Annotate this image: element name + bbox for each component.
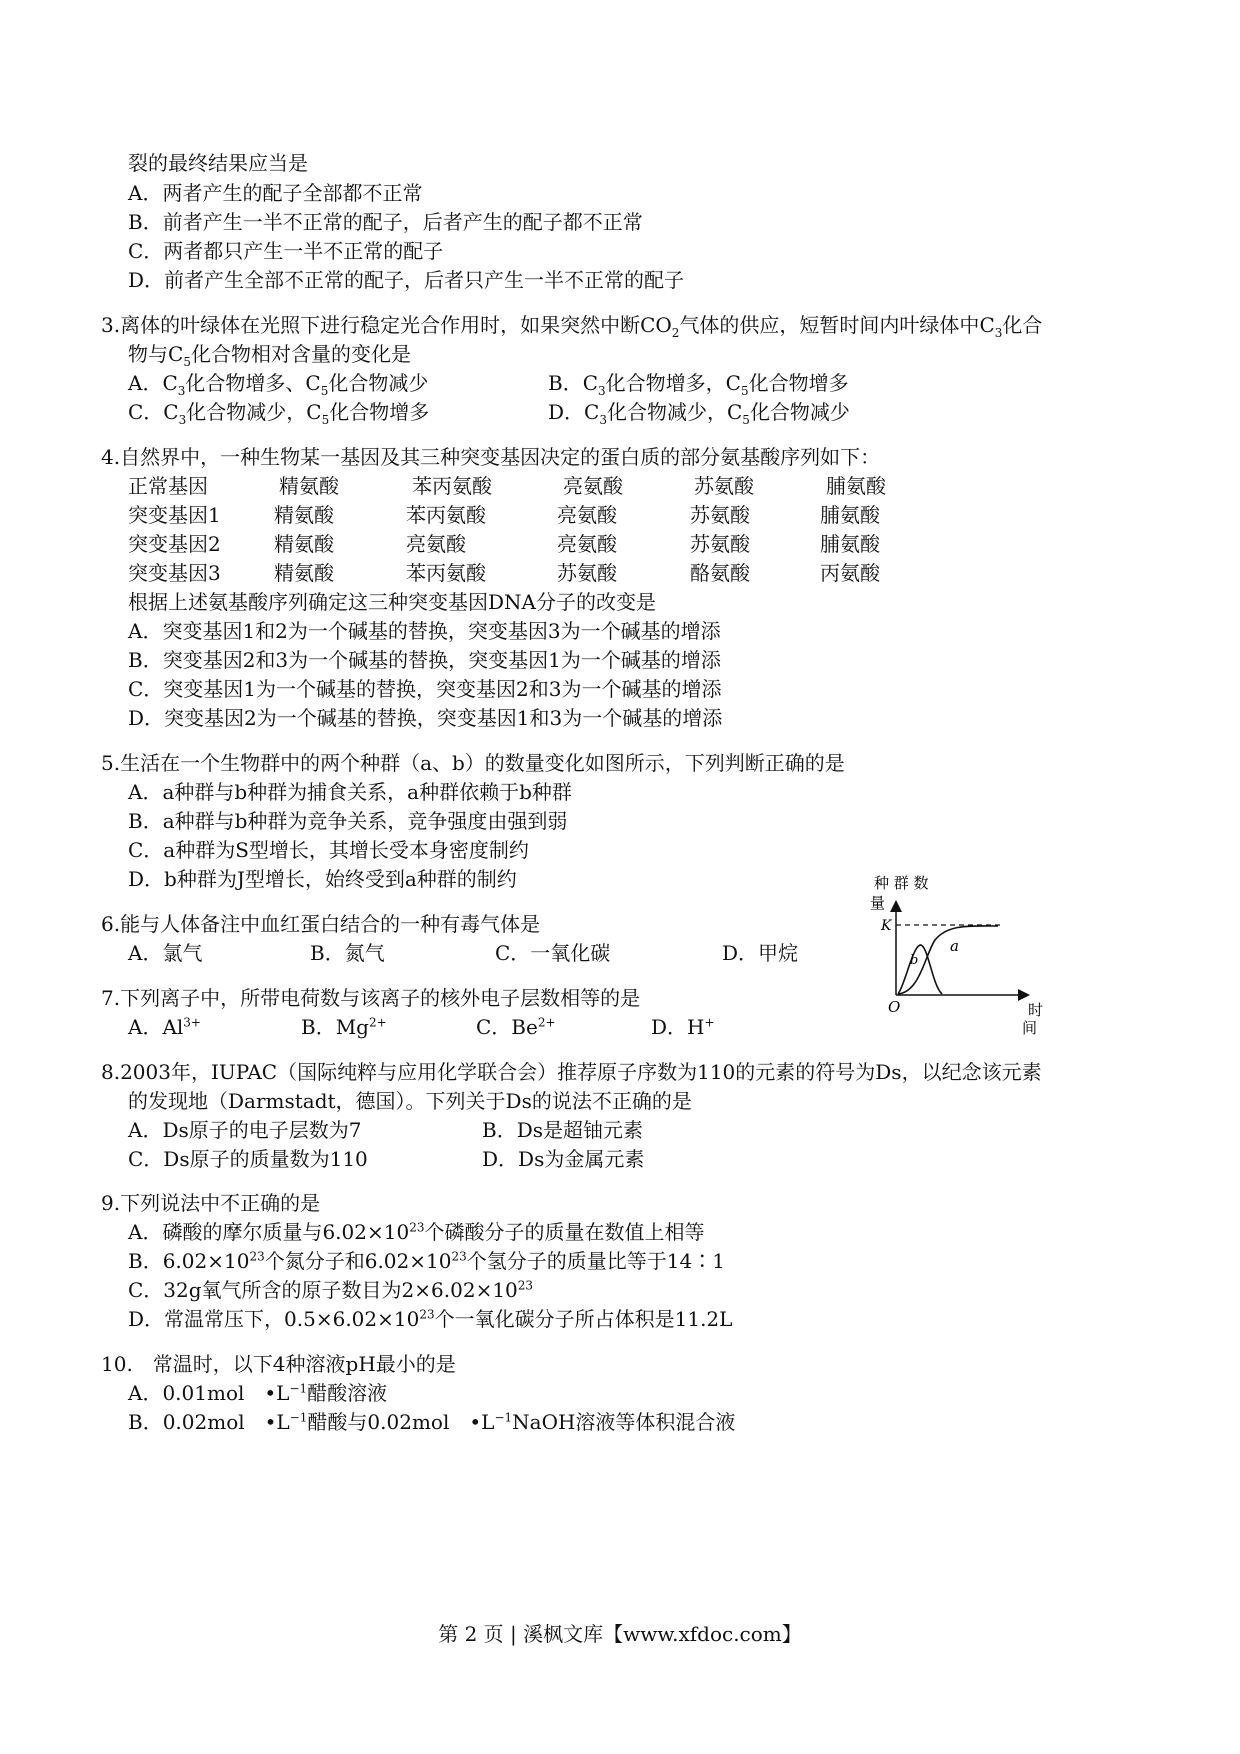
table-cell: 正常基因 xyxy=(128,474,208,498)
q4-option-a: A．突变基因1和2为一个碱基的替换，突变基因3为一个碱基的增添 xyxy=(128,619,721,643)
q6-option-c: C．一氧化碳 xyxy=(495,941,611,965)
q4-stem: 4.自然界中，一种生物某一基因及其三种突变基因决定的蛋白质的部分氨基酸序列如下： xyxy=(101,445,881,469)
table-cell: 苏氨酸 xyxy=(557,561,617,585)
table-cell: 脯氨酸 xyxy=(820,532,880,556)
q8-option-b: B．Ds是超铀元素 xyxy=(482,1118,643,1142)
q5-option-a: A．a种群与b种群为捕食关系，a种群依赖于b种群 xyxy=(128,780,572,804)
q7-option-d: D．H+ xyxy=(651,1015,715,1039)
q10-stem: 10. 常温时，以下4种溶液pH最小的是 xyxy=(101,1352,456,1376)
q8-stem-line1: 8.2003年，IUPAC（国际纯粹与应用化学联合会）推荐原子序数为110的元素的符号为Ds，以纪念该元素 xyxy=(101,1060,1042,1084)
table-cell: 突变基因3 xyxy=(128,561,221,585)
q3-stem-line2: 物与$C_5$化合物相对含量的变化是 xyxy=(128,342,411,369)
q9-stem: 9.下列说法中不正确的是 xyxy=(101,1191,321,1215)
population-growth-figure xyxy=(860,868,1060,1038)
table-cell: 突变基因2 xyxy=(128,532,221,556)
q7-stem: 7.下列离子中，所带电荷数与该离子的核外电子层数相等的是 xyxy=(101,986,641,1010)
table-cell: 脯氨酸 xyxy=(826,474,886,498)
table-cell: 精氨酸 xyxy=(274,532,334,556)
q5-option-b: B．a种群与b种群为竞争关系，竞争强度由强到弱 xyxy=(128,809,568,833)
table-cell: 酪氨酸 xyxy=(690,561,750,585)
table-cell: 精氨酸 xyxy=(274,503,334,527)
q7-option-a: A．$Al^{3+}$ xyxy=(128,1015,201,1039)
x-axis-label: 时 xyxy=(1028,1001,1044,1019)
q2-option-d: D．前者产生全部不正常的配子，后者只产生一半不正常的配子 xyxy=(128,268,685,292)
q7-option-c: C．$Be^{2+}$ xyxy=(476,1015,556,1039)
q10-option-b: B．0.02mol $•L^{-1}$醋酸与0.02mol $•L^{-1}NaOH$溶液等体积混合液 xyxy=(128,1410,736,1434)
q4-option-b: B．突变基因2和3为一个碱基的替换，突变基因1为一个碱基的增添 xyxy=(128,648,721,672)
q9-option-a: A．磷酸的摩尔质量与$6.02\times 10^{23}$个磷酸分子的质量在数值上相等 xyxy=(128,1220,705,1244)
q2-option-c: C．两者都只产生一半不正常的配子 xyxy=(128,239,444,263)
table-cell: 苯丙氨酸 xyxy=(406,503,486,527)
table-cell: 亮氨酸 xyxy=(557,503,617,527)
q6-option-d: D．甲烷 xyxy=(722,941,799,965)
q2-option-a: A．两者产生的配子全部都不正常 xyxy=(128,181,423,205)
population-b-curve xyxy=(898,945,942,994)
table-cell: 亮氨酸 xyxy=(563,474,623,498)
q4-option-c: C．突变基因1为一个碱基的替换，突变基因2和3为一个碱基的增添 xyxy=(128,677,722,701)
q7-option-b: B．$Mg^{2+}$ xyxy=(301,1015,387,1039)
x-axis-label-2: 间 xyxy=(1022,1019,1038,1037)
k-label: K xyxy=(881,918,892,934)
page-footer: 第 2 页 | 溪枫文库【www.xfdoc.com】 xyxy=(438,1622,802,1646)
table-cell: 亮氨酸 xyxy=(406,532,466,556)
q3-option-c: C．$C_3$化合物减少，$C_5$化合物增多 xyxy=(128,400,430,427)
q3-stem-line1: 3.离体的叶绿体在光照下进行稳定光合作用时，如果突然中断$CO_2$气体的供应，短暂时间内叶绿体中$C_3$化合 xyxy=(101,313,1043,340)
table-cell: 苏氨酸 xyxy=(690,503,750,527)
table-cell: 精氨酸 xyxy=(279,474,339,498)
q8-option-a: A．Ds原子的电子层数为7 xyxy=(128,1118,362,1142)
q9-option-c: C．32g氧气所含的原子数目为$2\times 6.02\times 10^{23}$ xyxy=(128,1278,534,1302)
q8-option-c: C．Ds原子的质量数为110 xyxy=(128,1147,368,1171)
origin-label: O xyxy=(888,998,901,1016)
q5-option-c: C．a种群为S型增长，其增长受本身密度制约 xyxy=(128,838,529,862)
q5-stem: 5.生活在一个生物群中的两个种群（a、b）的数量变化如图所示，下列判断正确的是 xyxy=(101,751,845,775)
q8-stem-line2: 的发现地（Darmstadt，德国）。下列关于Ds的说法不正确的是 xyxy=(128,1089,692,1113)
table-cell: 丙氨酸 xyxy=(820,561,880,585)
q3-option-a: A．$C_3$化合物增多、$C_5$化合物减少 xyxy=(128,371,429,398)
q6-stem: 6.能与人体备注中血红蛋白结合的一种有毒气体是 xyxy=(101,912,541,936)
q6-option-b: B．氮气 xyxy=(310,941,385,965)
table-cell: 苯丙氨酸 xyxy=(406,561,486,585)
q2-stem-continuation: 裂的最终结果应当是 xyxy=(128,151,308,175)
series-a-label: a xyxy=(950,937,959,955)
table-cell: 亮氨酸 xyxy=(557,532,617,556)
q5-option-d: D．b种群为J型增长，始终受到a种群的制约 xyxy=(128,867,517,891)
q9-option-d: D．常温常压下，$0.5\times 6.02\times 10^{23}$个一氧化碳分子所占体积是11.2L xyxy=(128,1307,733,1331)
table-cell: 苏氨酸 xyxy=(694,474,754,498)
table-cell: 苯丙氨酸 xyxy=(412,474,492,498)
q3-option-b: B．$C_3$化合物增多，$C_5$化合物增多 xyxy=(548,371,849,398)
q8-option-d: D．Ds为金属元素 xyxy=(482,1147,645,1171)
q4-option-d: D．突变基因2为一个碱基的替换，突变基因1和3为一个碱基的增添 xyxy=(128,706,723,730)
table-cell: 苏氨酸 xyxy=(690,532,750,556)
q3-option-d: D．$C_3$化合物减少，$C_5$化合物减少 xyxy=(548,400,850,427)
table-cell: 精氨酸 xyxy=(274,561,334,585)
q4-summary: 根据上述氨基酸序列确定这三种突变基因DNA分子的改变是 xyxy=(128,590,656,614)
q10-option-a: A．0.01mol $•L^{-1}$醋酸溶液 xyxy=(128,1381,388,1405)
q2-option-b: B．前者产生一半不正常的配子，后者产生的配子都不正常 xyxy=(128,210,643,234)
table-cell: 脯氨酸 xyxy=(820,503,880,527)
series-b-label: b xyxy=(910,953,919,968)
q6-option-a: A．氯气 xyxy=(128,941,203,965)
y-axis-label-2: 量 xyxy=(870,894,886,912)
q9-option-b: B．$6.02\times 10^{23}$个氮分子和$6.02\times 10^{23}$个氢分子的质量比等于14∶1 xyxy=(128,1249,725,1273)
y-axis-label: 种 群 数 xyxy=(874,874,929,892)
table-cell: 突变基因1 xyxy=(128,503,221,527)
